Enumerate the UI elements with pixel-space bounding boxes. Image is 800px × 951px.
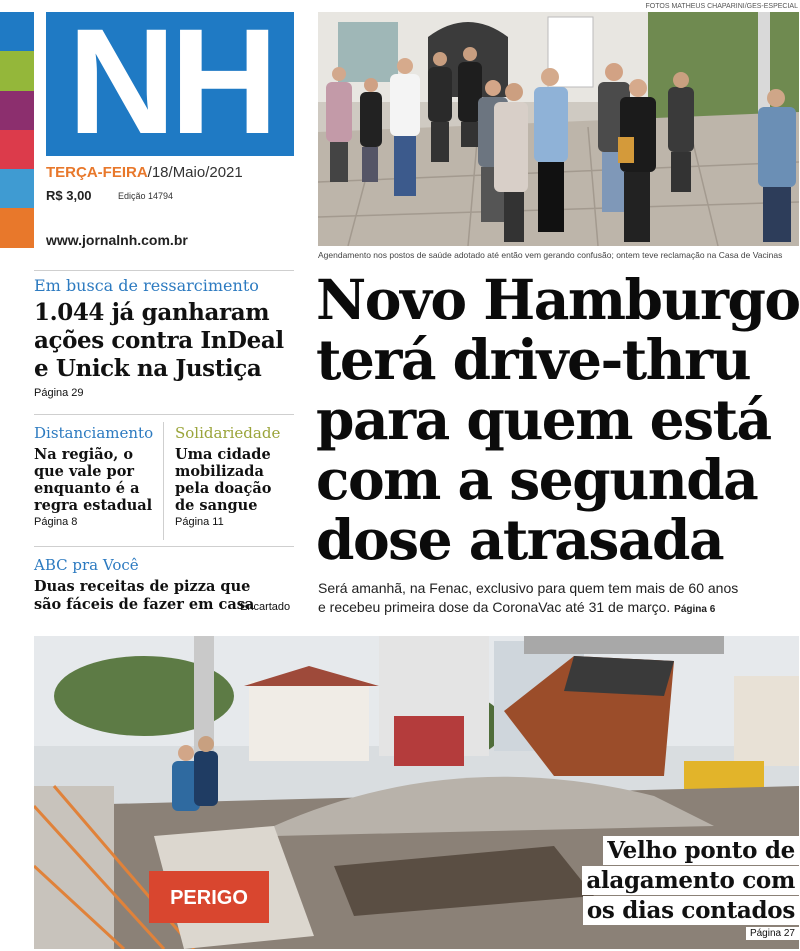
main-summary bbox=[318, 579, 800, 619]
strip-block bbox=[0, 91, 34, 130]
headline-line: os dias contados bbox=[583, 896, 799, 925]
divider bbox=[34, 414, 294, 415]
weekday: TERÇA-FEIRA bbox=[46, 164, 148, 181]
headline-line: Novo Hamburgo bbox=[316, 267, 800, 332]
main-headline[interactable] bbox=[316, 267, 800, 572]
newspaper-logo[interactable] bbox=[46, 0, 294, 165]
strip-block bbox=[0, 51, 34, 90]
story-headline: Uma cidade mobilizada pela doação de sangue bbox=[175, 446, 272, 514]
headline-line: para quem está bbox=[316, 387, 771, 452]
story-page: Página 8 bbox=[34, 516, 78, 528]
headline-line-box bbox=[582, 865, 799, 895]
edition-number: Edição 14794 bbox=[118, 191, 174, 201]
date: /18/Maio/2021 bbox=[147, 164, 243, 181]
logo-text: NH bbox=[67, 0, 273, 165]
story-indeal[interactable] bbox=[34, 276, 296, 399]
story-page: Página 27 bbox=[746, 927, 799, 940]
story-kicker: ABC pra Você bbox=[34, 556, 139, 574]
story-headline: Duas receitas de pizza que são fáceis de fazer em casa bbox=[34, 578, 255, 613]
headline-line: com a segunda bbox=[316, 447, 758, 512]
story-page: Encartado bbox=[240, 601, 291, 613]
story-page: Página 11 bbox=[175, 516, 224, 528]
photo-credit: FOTOS MATHEUS CHAPARINI/GES-ESPECIAL bbox=[645, 3, 798, 10]
story-distanciamento[interactable] bbox=[34, 424, 158, 528]
story-headline: 1.044 já ganharam ações contra InDeal e Unick na Justiça bbox=[34, 299, 284, 382]
story-headline: Na região, o que vale por enquanto é a regra estadual bbox=[34, 446, 153, 514]
story-page: Página 29 bbox=[34, 387, 84, 399]
story-solidariedade[interactable] bbox=[175, 424, 295, 528]
column-divider bbox=[163, 422, 164, 540]
price: R$ 3,00 bbox=[46, 188, 92, 203]
divider bbox=[34, 270, 294, 271]
sign-text: PERIGO bbox=[170, 887, 248, 909]
color-strip bbox=[0, 12, 34, 248]
headline-line: Velho ponto de bbox=[603, 836, 799, 865]
story-page: Página 6 bbox=[674, 604, 716, 615]
bottom-headline[interactable] bbox=[582, 836, 799, 925]
summary-text: e recebeu primeira dose da CoronaVac até 31 de março. bbox=[318, 599, 671, 615]
vaccination-line-photo bbox=[318, 12, 799, 246]
story-kicker: Distanciamento bbox=[34, 424, 154, 442]
headline-line: terá drive-thru bbox=[316, 327, 751, 392]
headline-line: alagamento com bbox=[582, 866, 799, 895]
headline-line-box bbox=[582, 836, 799, 865]
strip-block bbox=[0, 208, 34, 247]
story-kicker: Solidariedade bbox=[175, 424, 281, 442]
photo-caption: Agendamento nos postos de saúde adotado até então vem gerando confusão; ontem teve reclamação na Casa de Vacinas bbox=[318, 250, 783, 260]
summary-line bbox=[318, 598, 800, 619]
website-link[interactable]: www.jornalnh.com.br bbox=[46, 232, 188, 248]
divider bbox=[34, 546, 294, 547]
strip-block bbox=[0, 130, 34, 169]
issue-date bbox=[46, 164, 243, 181]
headline-line-box bbox=[582, 895, 799, 925]
story-kicker: Em busca de ressarcimento bbox=[34, 276, 259, 295]
photo-illustration bbox=[318, 12, 799, 246]
strip-block bbox=[0, 169, 34, 208]
summary-line: Será amanhã, na Fenac, exclusivo para quem tem mais de 60 anos bbox=[318, 580, 739, 596]
strip-block bbox=[0, 12, 34, 51]
headline-line: dose atrasada bbox=[316, 507, 724, 572]
